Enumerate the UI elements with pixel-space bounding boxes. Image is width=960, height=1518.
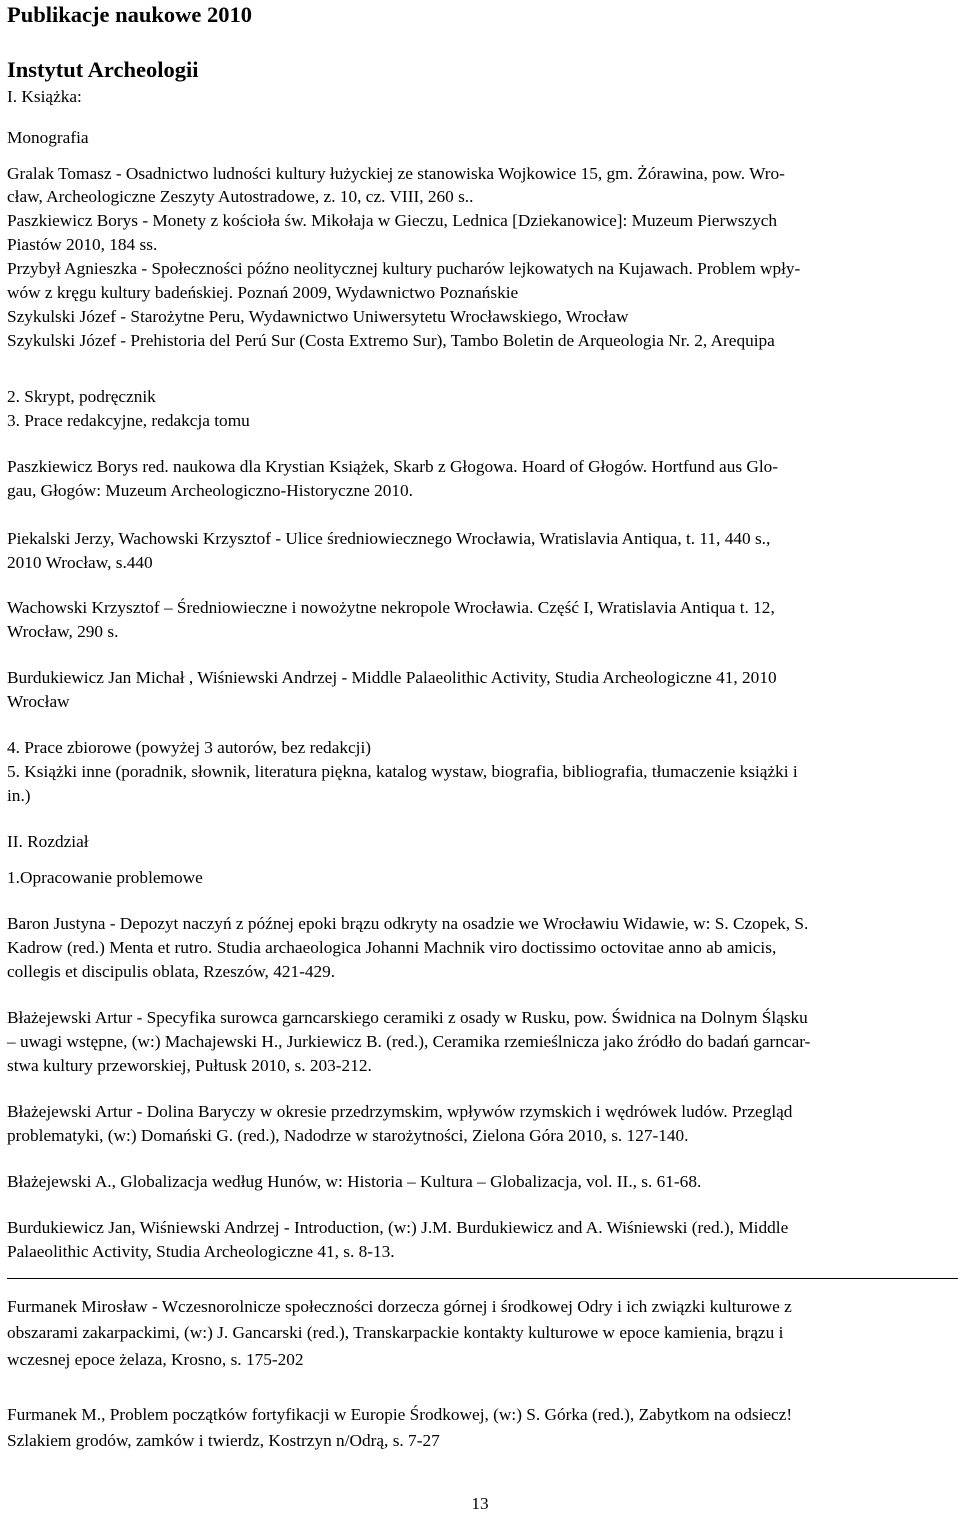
entry-line: Przybył Agnieszka - Społeczności późno neolitycznej kultury pucharów lejkowatych na Kujawach. Problem wpły-	[7, 259, 801, 278]
entry-line: – uwagi wstępne, (w:) Machajewski H., Jurkiewicz B. (red.), Ceramika rzemieślnicza jako źródło do badań garncar-	[7, 1032, 811, 1051]
entry-line: Wachowski Krzysztof – Średniowieczne i nowożytne nekropole Wrocławia. Część I, Wratislavia Antiqua t. 12,	[7, 598, 775, 617]
entry-line: Paszkiewicz Borys red. naukowa dla Krystian Książek, Skarb z Głogowa. Hoard of Głogów. Hortfund aus Glo-	[7, 457, 779, 476]
section-heading-other-books: 5. Książki inne (poradnik, słownik, literatura piękna, katalog wystaw, biografia, bibliografia, tłumaczenie książki i	[7, 762, 798, 781]
entry-line: Baron Justyna - Depozyt naczyń z późnej epoki brązu odkryty na osadzie we Wrocławiu Widawie, w: S. Czopek, S.	[7, 914, 809, 933]
entry-line: Wrocław	[7, 692, 70, 711]
section-heading-chapter: II. Rozdział	[7, 832, 89, 851]
entry-line: cław, Archeologiczne Zeszyty Autostradowe, z. 10, cz. VIII, 260 s..	[7, 187, 474, 206]
entry-line: Błażejewski Artur - Dolina Baryczy w okresie przedrzymskim, wpływów rzymskich i wędrówek ludów. Przegląd	[7, 1102, 793, 1121]
entry-line: Wrocław, 290 s.	[7, 622, 119, 641]
entry-line: Piastów 2010, 184 ss.	[7, 235, 158, 254]
entry-line: Paszkiewicz Borys - Monety z kościoła św. Mikołaja w Gieczu, Lednica [Dziekanowice]: Muzeum Pierwszych	[7, 211, 778, 230]
entry-line: Błażejewski A., Globalizacja według Hunów, w: Historia – Kultura – Globalizacja, vol. II., s. 61-68.	[7, 1172, 702, 1191]
entry-line: 2010 Wrocław, s.440	[7, 553, 153, 572]
section-heading-other-books-cont: in.)	[7, 786, 31, 805]
entry-line: Furmanek Mirosław - Wczesnorolnicze społeczności dorzecza górnej i środkowej Odry i ich związki kulturowe z	[7, 1297, 792, 1316]
entry-line: Piekalski Jerzy, Wachowski Krzysztof - Ulice średniowiecznego Wrocławia, Wratislavia Antiqua, t. 11, 440 s.,	[7, 529, 771, 548]
section-heading-books: I. Książka:	[7, 87, 82, 106]
section-heading-collective: 4. Prace zbiorowe (powyżej 3 autorów, bez redakcji)	[7, 738, 372, 757]
entry-line: problematyki, (w:) Domański G. (red.), Nadodrze w starożytności, Zielona Góra 2010, s. 127-140.	[7, 1126, 689, 1145]
entry-line: gau, Głogów: Muzeum Archeologiczno-Historyczne 2010.	[7, 481, 414, 500]
entry-line: Błażejewski Artur - Specyfika surowca garncarskiego ceramiki z osady w Rusku, pow. Świdnica na Dolnym Śląsku	[7, 1008, 808, 1027]
section-heading-editorial: 3. Prace redakcyjne, redakcja tomu	[7, 411, 250, 430]
entry-line: wczesnej epoce żelaza, Krosno, s. 175-202	[7, 1350, 304, 1369]
entry-line: Furmanek M., Problem początków fortyfikacji w Europie Środkowej, (w:) S. Górka (red.), Zabytkom na odsiecz!	[7, 1405, 793, 1424]
entry-line: Palaeolithic Activity, Studia Archeologiczne 41, s. 8-13.	[7, 1242, 395, 1261]
section-heading-monograph: Monografia	[7, 128, 89, 147]
entry-line: Burdukiewicz Jan, Wiśniewski Andrzej - Introduction, (w:) J.M. Burdukiewicz and A. Wiśniewski (red.), Middle	[7, 1218, 789, 1237]
entry-line: Szlakiem grodów, zamków i twierdz, Kostrzyn n/Odrą, s. 7-27	[7, 1431, 440, 1450]
horizontal-rule	[7, 1278, 958, 1279]
entry-line: Kadrow (red.) Menta et rutro. Studia archaeologica Johanni Machnik viro doctissimo octovitae anno ab amicis,	[7, 938, 777, 957]
page-number: 13	[471, 1494, 489, 1513]
section-heading-textbook: 2. Skrypt, podręcznik	[7, 387, 156, 406]
institute-heading: Instytut Archeologii	[7, 57, 199, 82]
section-heading-problem: 1.Opracowanie problemowe	[7, 868, 203, 887]
entry-line: wów z kręgu kultury badeńskiej. Poznań 2009, Wydawnictwo Poznańskie	[7, 283, 519, 302]
page-title: Publikacje naukowe 2010	[7, 2, 253, 27]
entry-line: obszarami zakarpackimi, (w:) J. Gancarski (red.), Transkarpackie kontakty kulturowe w epoce kamienia, brązu i	[7, 1323, 784, 1342]
entry-line: Szykulski Józef - Starożytne Peru, Wydawnictwo Uniwersytetu Wrocławskiego, Wrocław	[7, 307, 629, 326]
entry-line: Szykulski Józef - Prehistoria del Perú Sur (Costa Extremo Sur), Tambo Boletin de Arqueologia Nr. 2, Arequipa	[7, 331, 775, 350]
entry-line: stwa kultury przeworskiej, Pułtusk 2010, s. 203-212.	[7, 1056, 372, 1075]
entry-line: collegis et discipulis oblata, Rzeszów, 421-429.	[7, 962, 336, 981]
entry-line: Burdukiewicz Jan Michał , Wiśniewski Andrzej - Middle Palaeolithic Activity, Studia Archeologiczne 41, 2010	[7, 668, 777, 687]
entry-line: Gralak Tomasz - Osadnictwo ludności kultury łużyckiej ze stanowiska Wojkowice 15, gm. Żórawina, pow. Wro-	[7, 164, 785, 183]
